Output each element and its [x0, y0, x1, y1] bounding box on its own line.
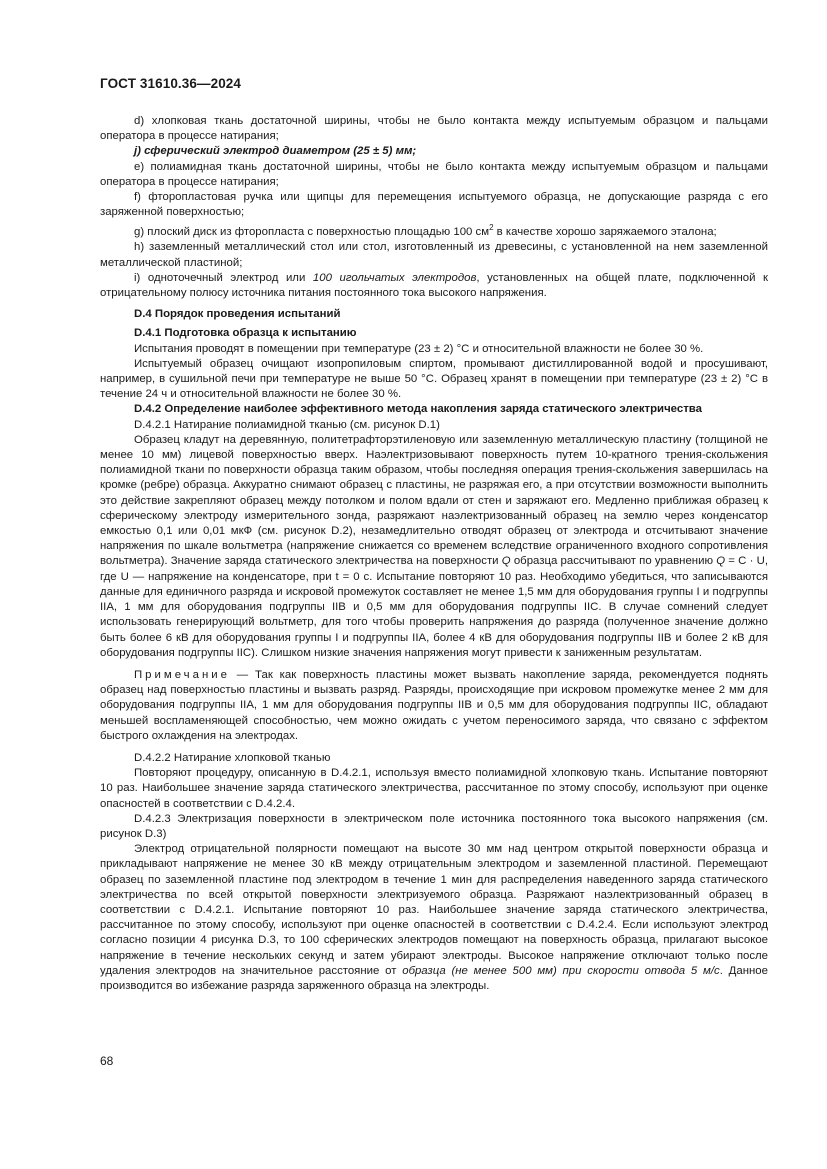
list-item-e: e) полиамидная ткань достаточной ширины, чтобы не было контакта между испытуемым образцом и пальцами оператора в процессе натирания;: [100, 160, 768, 188]
d41-paragraph-1: Испытания проводят в помещении при температуре (23 ± 2) °С и относительной влажности не более 30 %.: [134, 342, 704, 355]
document-header: ГОСТ 31610.36—2024: [100, 76, 242, 91]
section-d4-title: D.4 Порядок проведения испытаний: [134, 308, 341, 321]
note-paragraph: Примечание — Так как поверхность пластины может вызвать накопление заряда, рекомендуется поднять образец над поверхностью пластины и вызвать разряд. Разряды, происходящие при искровом промежутке менее 2 мм для оборудования подгруппы IIA, 1 мм для оборудования подгруппы IIB и 0,5 мм для оборудования подгруппы IIC, обладают меньшей воспламеняющей способностью, чем можно ожидать с учетом переносимого заряда, что связано с эффектом быстрого охлаждения на электродах.: [100, 668, 768, 742]
d423-paragraph: Электрод отрицательной полярности помещают на высоте 30 мм над центром открытой поверхности образца и прикладывают напряжение не менее 30 кВ между отрицательным электродом и заземленной пластиной. Перемещают образец по заземленной пластине под электродом в течение 1 мин для распределения наведенного заряда статического электричества по всей открытой поверхности электризуемого образца. Разряжают наэлектризованный образец в соответствии с D.4.2.1. Испытание повторяют 10 раз. Наибольшее значение заряда статического электричества, рассчитанное по этому способу, используют при оценке опасностей в соответствии с D.4.2.4. Если используют электрод согласно позиции 4 рисунка D.3, то 100 сферических электродов помещают на поверхность образца, прилагают высокое напряжение в течение нескольких секунд и затем убирают электроды. Высокое напряжение отключают только после удаления электродов на значительное расстояние от образца (не менее 500 мм) при скорости отвода 5 м/с. Данное производится во избежание разряда заряженного образца на электроды.: [100, 843, 768, 992]
list-item-h: h) заземленный металлический стол или стол, изготовленный из древесины, с установленной на нем заземленной металлической пластиной;: [100, 241, 768, 269]
section-d421-title: D.4.2.1 Натирание полиамидной тканью (см. рисунок D.1): [134, 418, 440, 431]
section-d422-title: D.4.2.2 Натирание хлопковой тканью: [134, 751, 331, 764]
section-d41-title: D.4.1 Подготовка образца к испытанию: [134, 327, 357, 340]
list-item-d: d) хлопковая ткань достаточной ширины, чтобы не было контакта между испытуемым образцом и пальцами оператора в процессе натирания;: [100, 115, 768, 143]
document-body: [100, 114, 768, 994]
list-item-j: j) сферический электрод диаметром (25 ± 5) мм;: [134, 145, 417, 158]
d421-paragraph: Образец кладут на деревянную, политетрафторэтиленовую или заземленную металлическую пластину (толщиной не менее 10 мм) лицевой поверхностью вверх. Наэлектризовывают поверхность путем 10-кратного трения-скольжения полиамидной ткани по поверхности образца таким образом, чтобы последняя операция трения-скольжения завершилась на кромке (ребре) образца. Аккуратно снимают образец с пластины, не разряжая его, а при отсутствии возможности выполнить это действие закрепляют образец между потолком и полом вдали от стен и заряжают его. Медленно приближая образец к сферическому электроду измерительного зонда, разряжают наэлектризованный образец на землю через конденсатор емкостью 0,1 или 0,01 мкФ (см. рисунок D.2), незамедлительно отводят образец от электрода и отсчитывают значение напряжения по шкале вольтметра (напряжение снижается со временем вследствие ограниченного входного сопротивления вольтметра). Значение заряда статического электричества на поверхности Q образца рассчитывают по уравнению Q = C · U, где U — напряжение на конденсаторе, при t = 0 с. Испытание повторяют 10 раз. Необходимо убедиться, что записываются данные для единичного разряда и искровой промежуток составляет не менее 1,5 мм для оборудования группы I и подгруппы IIA, 1 мм для оборудования подгруппы IIB и 0,5 мм для оборудования подгруппы IIC. В случае сомнений следует использовать генерирующий вольтметр, для того чтобы проверить напряжения до разряда (полученное значение должно быть более 6 кВ для оборудования группы I и подгруппы IIA, более 4 кВ для оборудования подгруппы IIB и более 2 кВ для оборудования подгруппы IIC). Слишком низкие значения напряжения могут привести к заниженным результатам.: [100, 433, 768, 659]
list-item-i: i) одноточечный электрод или 100 игольчатых электродов, установленных на общей плате, подключенной к отрицательному полюсу источника питания постоянного тока высокого напряжения.: [100, 271, 768, 300]
section-d42-title: D.4.2 Определение наиболее эффективного метода накопления заряда статического электричества: [134, 403, 702, 416]
section-d423-title: D.4.2.3 Электризация поверхности в электрическом поле источника постоянного тока высокого напряжения (см. рисунок D.3): [100, 812, 768, 840]
page-number: 68: [100, 1054, 114, 1068]
list-item-f: f) фторопластовая ручка или щипцы для перемещения испытуемого образца, не допускающие разряда с его заряженной поверхностью;: [100, 191, 768, 219]
list-item-g: g) плоский диск из фторопласта с поверхностью площадью 100 $см^2$ в качестве хорошо заряжаемого эталона;: [134, 223, 717, 239]
d41-paragraph-2: Испытуемый образец очищают изопропиловым спиртом, промывают дистиллированной водой и просушивают, например, в сушильной печи при температуре не выше 50 °С. Образец хранят в помещении при температуре (23 ± 2) °С в течение 24 ч и относительной влажности не более 30 %.: [100, 357, 768, 401]
d422-paragraph: Повторяют процедуру, описанную в D.4.2.1, используя вместо полиамидной хлопковую ткань. Испытание повторяют 10 раз. Наибольшее значение заряда статического электричества, рассчитанное по этому способу, используют при оценке опасностей в соответствии с D.4.2.4.: [100, 767, 768, 810]
note-label: Примечание: [134, 668, 230, 681]
